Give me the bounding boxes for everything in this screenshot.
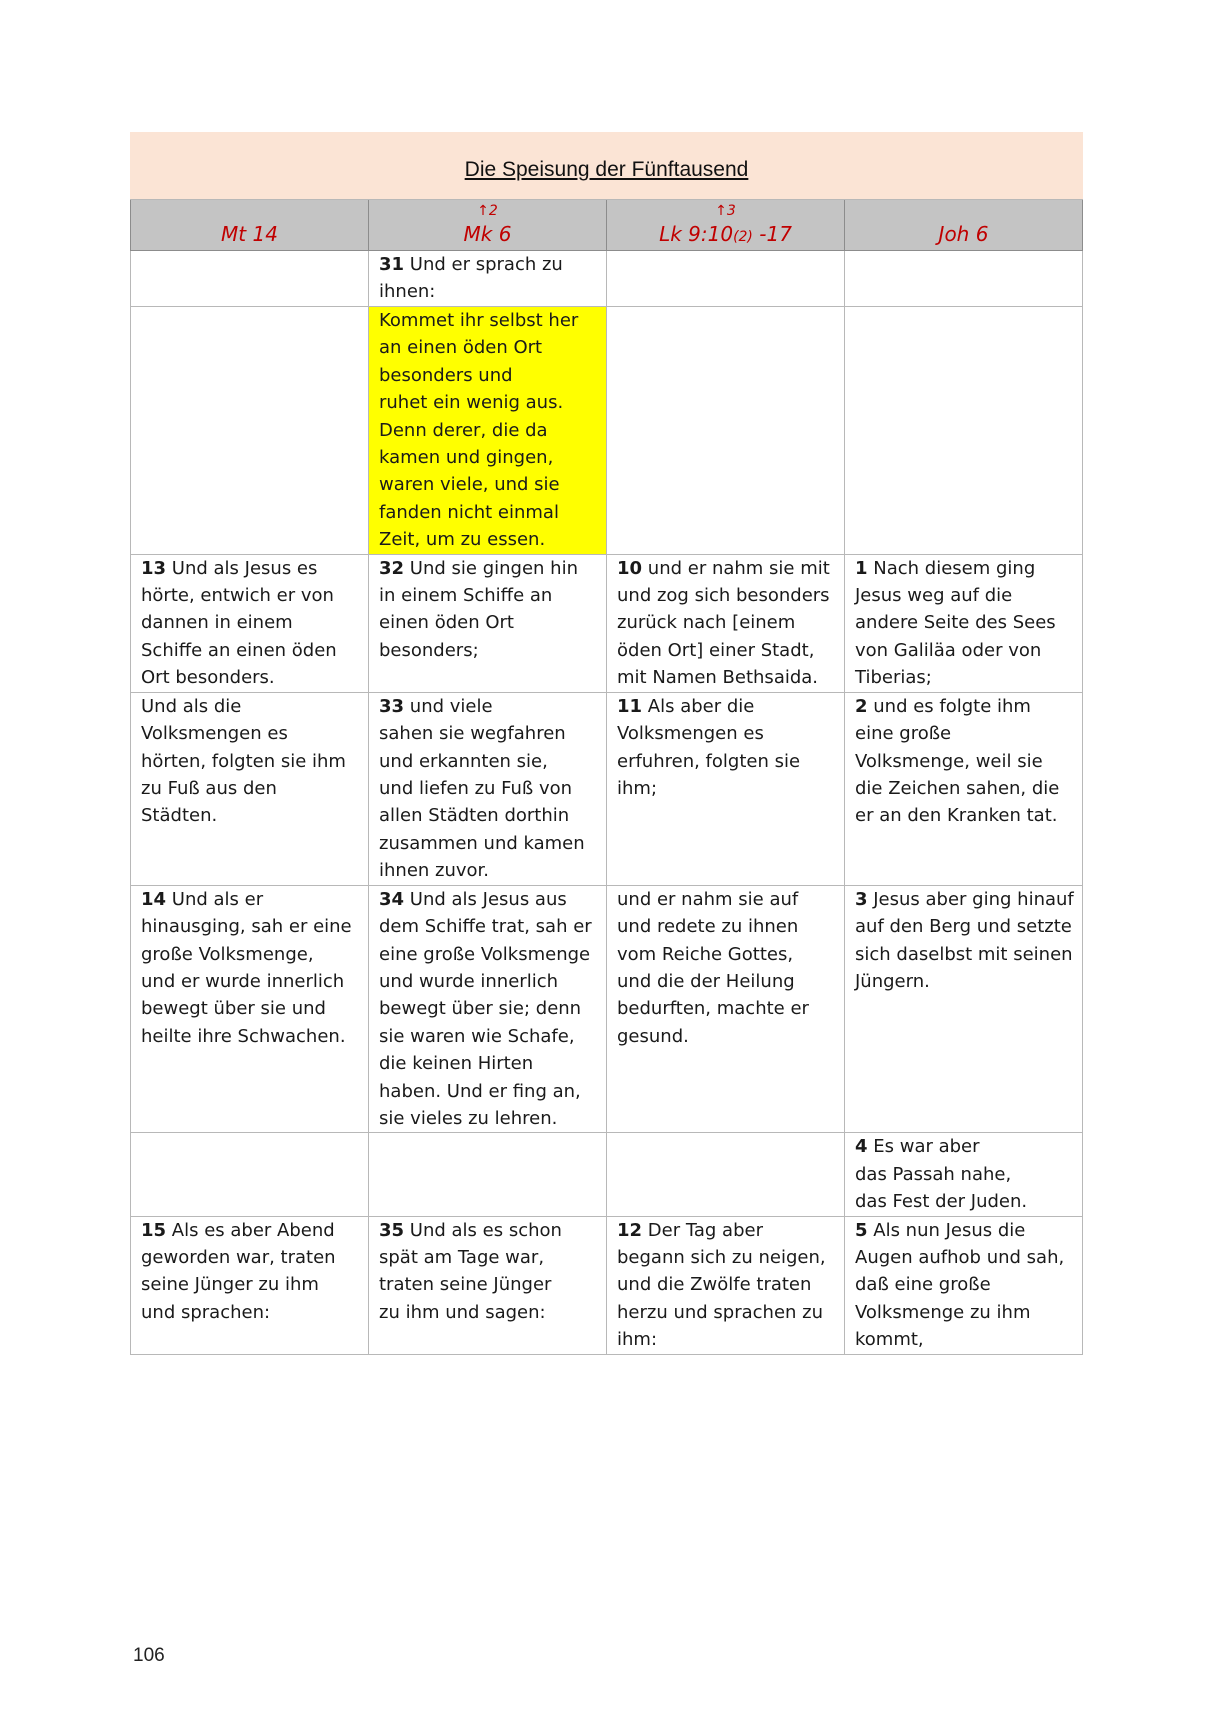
verse-line [141,1023,358,1050]
table-row [131,1216,1083,1354]
verse-text: hinausging, sah er eine [141,916,352,938]
verse-cell-mk [369,554,607,692]
verse-line [379,720,596,747]
verse-text: große Volksmenge, [141,943,314,965]
table-row [131,307,1083,555]
verse-text: kamen und gingen, [379,447,554,469]
verse-number: 15 [141,1219,167,1241]
verse-number: 33 [379,695,405,717]
verse-number: 32 [379,557,405,579]
verse-line [379,1271,596,1298]
verse-line [855,775,1072,802]
verse-text: das Fest der Juden. [855,1191,1028,1213]
verse-number: 11 [617,695,643,717]
verse-cell-mk [369,307,607,555]
verse-line [617,995,834,1022]
verse-line [141,941,358,968]
verse-line [141,995,358,1022]
verse-line [141,693,358,720]
verse-line [617,664,834,691]
verse-text: Augen aufhob und sah, [855,1246,1065,1268]
verse-line [379,802,596,829]
verse-number: 1 [855,557,868,579]
verse-text: sich daselbst mit seinen [855,943,1073,965]
verse-line [617,555,834,582]
verse-text: Denn derer, die da [379,419,548,441]
verse-text: Und er sprach zu [404,254,563,275]
table-row [131,554,1083,692]
verse-text: Volksmengen es [617,723,764,745]
verse-text: vom Reiche Gottes, [617,943,794,965]
verse-line [379,444,596,471]
verse-line [617,775,834,802]
verse-text: besonders; [379,639,479,661]
gospel-header-row [131,200,1083,251]
header-mk-ref: ↑2 [477,203,498,219]
verse-text: das Passah nahe, [855,1163,1012,1185]
verse-line [617,748,834,775]
verse-cell-joh [845,692,1083,885]
verse-line [617,1023,834,1050]
verse-line [855,941,1072,968]
verse-line [141,913,358,940]
verse-text: einen öden Ort [379,612,514,634]
verse-number: 12 [617,1219,643,1241]
verse-cell-mt [131,554,369,692]
verse-text: und erkannten sie, [379,750,548,772]
verse-text: Und als er [166,888,264,910]
verse-line [141,1299,358,1326]
verse-text: er an den Kranken tat. [855,805,1058,827]
verse-number: 13 [141,557,167,579]
verse-text: geworden war, traten [141,1246,336,1268]
verse-text: auf den Berg und setzte [855,916,1072,938]
verse-line [141,664,358,691]
verse-line [379,1023,596,1050]
verse-cell-lk [607,554,845,692]
verse-text: die Zeichen sahen, die [855,777,1060,799]
verse-line [855,968,1072,995]
verse-cell-joh [845,307,1083,555]
verse-line [617,1326,834,1353]
title-cell [131,133,1083,200]
verse-line [141,582,358,609]
verse-text: und es folgte ihm [867,695,1031,717]
verse-text: dem Schiffe trat, sah er [379,916,592,938]
verse-text: Der Tag aber [642,1219,763,1241]
verse-line [855,609,1072,636]
verse-text: spät am Tage war, [379,1246,545,1268]
verse-text: Und als es schon [404,1219,562,1241]
verse-line [379,609,596,636]
verse-text: traten seine Jünger [379,1274,552,1296]
verse-number: 10 [617,557,643,579]
verse-text: an einen öden Ort [379,337,543,359]
verse-line [379,1078,596,1105]
verse-line [141,609,358,636]
verse-cell-mk [369,1216,607,1354]
verse-line [617,609,834,636]
verse-line [855,637,1072,664]
verse-text: zusammen und kamen [379,832,585,854]
verse-text: Tiberias; [855,667,932,689]
section-title: Die Speisung der Fünftausend [464,157,749,181]
verse-number: 5 [855,1219,868,1241]
verse-cell-mt [131,885,369,1133]
verse-text: Jüngern. [855,970,930,992]
verse-text: Und als Jesus es [166,557,318,579]
verse-line [379,555,596,582]
verse-cell-mt [131,1133,369,1216]
verse-line [379,362,596,389]
verse-cell-mt [131,307,369,555]
verse-text: eine große Volksmenge [379,943,591,965]
verse-line [617,637,834,664]
verse-text: besonders und [379,364,513,386]
verse-line [379,582,596,609]
verse-line [141,1244,358,1271]
verse-text: von Galiläa oder von [855,639,1042,661]
verse-text: sie waren wie Schafe, [379,1025,575,1047]
verse-text: seine Jünger zu ihm [141,1274,319,1296]
verse-text: sie vieles zu lehren. [379,1107,558,1129]
verse-text: waren viele, und sie [379,474,560,496]
verse-line [379,1105,596,1132]
verse-line [855,555,1072,582]
verse-text: Und sie gingen hin [404,557,578,579]
verse-cell-joh [845,251,1083,307]
verse-text: zu ihm und sagen: [379,1301,546,1323]
verse-line [379,471,596,498]
verse-text: ihm: [617,1329,658,1351]
verse-number: 2 [855,695,868,717]
verse-text: Als nun Jesus die [867,1219,1026,1241]
verse-text: und redete zu ihnen [617,916,799,938]
verse-text: Jesus weg auf die [855,585,1013,607]
header-joh [845,200,1083,251]
verse-line [855,1161,1072,1188]
verse-line [141,748,358,775]
verse-cell-mk [369,692,607,885]
verse-line [617,1271,834,1298]
verse-text: Als aber die [642,695,755,717]
verse-line [379,857,596,884]
verse-line [855,886,1072,913]
verse-line [141,555,358,582]
verse-cell-lk [607,692,845,885]
verse-line [855,1217,1072,1244]
verse-text: zu Fuß aus den [141,777,277,799]
verse-line [379,417,596,444]
verse-text: in einem Schiffe an [379,585,553,607]
verse-number: 14 [141,888,167,910]
verse-text: und zog sich besonders [617,585,830,607]
verse-line [379,693,596,720]
verse-text: die keinen Hirten [379,1053,534,1075]
verse-line [379,334,596,361]
verse-line [855,1326,1072,1353]
verse-line [141,886,358,913]
header-mk-label: Mk 6 [463,222,512,246]
verse-cell-mt [131,251,369,307]
verse-text: daß eine große [855,1274,991,1296]
verse-text: kommt, [855,1329,924,1351]
verse-line [855,802,1072,829]
verse-text: bewegt über sie und [141,998,326,1020]
verse-text: und viele [404,695,493,717]
verse-cell-joh [845,885,1083,1133]
verse-line [379,913,596,940]
verse-cell-mk [369,885,607,1133]
table-row [131,251,1083,307]
verse-line [379,941,596,968]
table-row [131,692,1083,885]
verse-line [617,1217,834,1244]
verse-text: mit Namen Bethsaida. [617,667,819,689]
verse-line [855,693,1072,720]
verse-text: allen Städten dorthin [379,805,570,827]
verse-line [379,775,596,802]
verse-text: Jesus aber ging hinauf [867,888,1074,910]
verse-line [855,748,1072,775]
verse-text: ihm; [617,777,658,799]
verse-line [855,1244,1072,1271]
verse-line [379,1299,596,1326]
verse-text: ruhet ein wenig aus. [379,392,564,414]
verse-text: bedurften, machte er [617,998,809,1020]
verse-text: Ort besonders. [141,667,275,689]
header-mt-label: Mt 14 [221,222,278,246]
verse-text: andere Seite des Sees [855,612,1056,634]
verse-line [379,1217,596,1244]
verse-text: Städten. [141,805,218,827]
header-lk-label-sub: (2) [733,229,753,245]
verse-number: 3 [855,888,868,910]
verse-line [141,720,358,747]
verse-text: sahen sie wegfahren [379,723,566,745]
verse-line [379,748,596,775]
verse-text: Volksmenge zu ihm [855,1301,1031,1323]
verse-line [379,499,596,526]
verse-text: Zeit, um zu essen. [379,529,546,551]
verse-text: und die Zwölfe traten [617,1274,812,1296]
verse-text: und die der Heilung [617,970,795,992]
verse-line [141,775,358,802]
verse-text: fanden nicht einmal [379,501,559,523]
verse-text: zurück nach [einem [617,612,796,634]
verse-line [617,913,834,940]
verse-line [855,1188,1072,1215]
verse-line [141,1217,358,1244]
verse-line [855,664,1072,691]
verse-cell-mt [131,1216,369,1354]
verse-line [855,1133,1072,1160]
verse-line [141,802,358,829]
verse-cell-lk [607,885,845,1133]
header-lk [607,200,845,251]
verse-text: haben. Und er fing an, [379,1080,581,1102]
verse-line [379,886,596,913]
header-lk-label-main: Lk 9:10 [659,222,734,246]
verse-text: Schiffe an einen öden [141,639,337,661]
header-mk [369,200,607,251]
verse-line [617,693,834,720]
verse-text: Und als Jesus aus [404,888,567,910]
verse-number: 4 [855,1136,868,1158]
verse-text: hörten, folgten sie ihm [141,750,346,772]
header-mt-ref [131,201,368,221]
verse-line [379,995,596,1022]
verse-line [379,830,596,857]
verse-line [141,1271,358,1298]
verse-text: Volksmenge, weil sie [855,750,1043,772]
verse-cell-joh [845,1133,1083,1216]
verse-number: 31 [379,254,405,275]
verse-line [379,968,596,995]
verse-line [141,637,358,664]
verse-line [855,720,1072,747]
table-row [131,885,1083,1133]
verse-line [617,941,834,968]
verse-text: gesund. [617,1025,689,1047]
verse-cell-lk [607,1133,845,1216]
verse-text: ihnen: [379,281,436,303]
verse-cell-lk [607,307,845,555]
verse-text: und er nahm sie auf [617,888,799,910]
verse-line [379,278,596,305]
table-row [131,1133,1083,1216]
verse-text: Volksmengen es [141,723,288,745]
verse-text: Und als die [141,695,242,717]
verse-line [379,307,596,334]
header-lk-label [607,221,844,250]
verse-text: eine große [855,723,952,745]
verse-line [379,637,596,664]
title-row [131,133,1083,200]
verse-line [379,526,596,553]
page-number: 106 [133,1645,165,1666]
verse-line [379,251,596,278]
synopsis-table [130,132,1083,1355]
verse-cell-joh [845,1216,1083,1354]
verse-text: und wurde innerlich [379,970,558,992]
verse-text: begann sich zu neigen, [617,1246,826,1268]
verse-line [617,720,834,747]
verse-cell-lk [607,1216,845,1354]
header-mt [131,200,369,251]
verse-text: Es war aber [867,1136,980,1158]
verse-text: ihnen zuvor. [379,860,490,882]
header-lk-ref: ↑3 [715,203,736,219]
verse-text: und liefen zu Fuß von [379,777,573,799]
verse-text: und er wurde innerlich [141,970,345,992]
verse-cell-lk [607,251,845,307]
verse-line [855,1299,1072,1326]
verse-line [617,968,834,995]
verse-line [617,582,834,609]
verse-line [141,968,358,995]
verse-line [617,1244,834,1271]
verse-line [855,1271,1072,1298]
verse-text: bewegt über sie; denn [379,998,582,1020]
verse-line [617,1299,834,1326]
verse-cell-mk [369,1133,607,1216]
verse-text: und er nahm sie mit [642,557,830,579]
header-joh-ref [845,201,1082,221]
verse-text: herzu und sprachen zu [617,1301,824,1323]
verse-line [855,913,1072,940]
verse-number: 35 [379,1219,405,1241]
verse-text: heilte ihre Schwachen. [141,1025,346,1047]
verse-cell-joh [845,554,1083,692]
verse-line [379,389,596,416]
verse-text: öden Ort] einer Stadt, [617,639,815,661]
verse-text: Kommet ihr selbst her [379,310,579,331]
header-joh-label: Joh 6 [938,222,989,246]
verse-text: Als es aber Abend [166,1219,335,1241]
verse-number: 34 [379,888,405,910]
verse-cell-mk [369,251,607,307]
verse-line [379,1050,596,1077]
verse-line [855,582,1072,609]
header-lk-label-tail: -17 [752,222,792,246]
verse-text: Nach diesem ging [867,557,1036,579]
verse-cell-mt [131,692,369,885]
verse-text: und sprachen: [141,1301,271,1323]
verse-line [617,886,834,913]
verse-line [379,1244,596,1271]
verse-rows [131,251,1083,1355]
verse-text: dannen in einem [141,612,293,634]
verse-text: erfuhren, folgten sie [617,750,801,772]
verse-text: hörte, entwich er von [141,585,334,607]
